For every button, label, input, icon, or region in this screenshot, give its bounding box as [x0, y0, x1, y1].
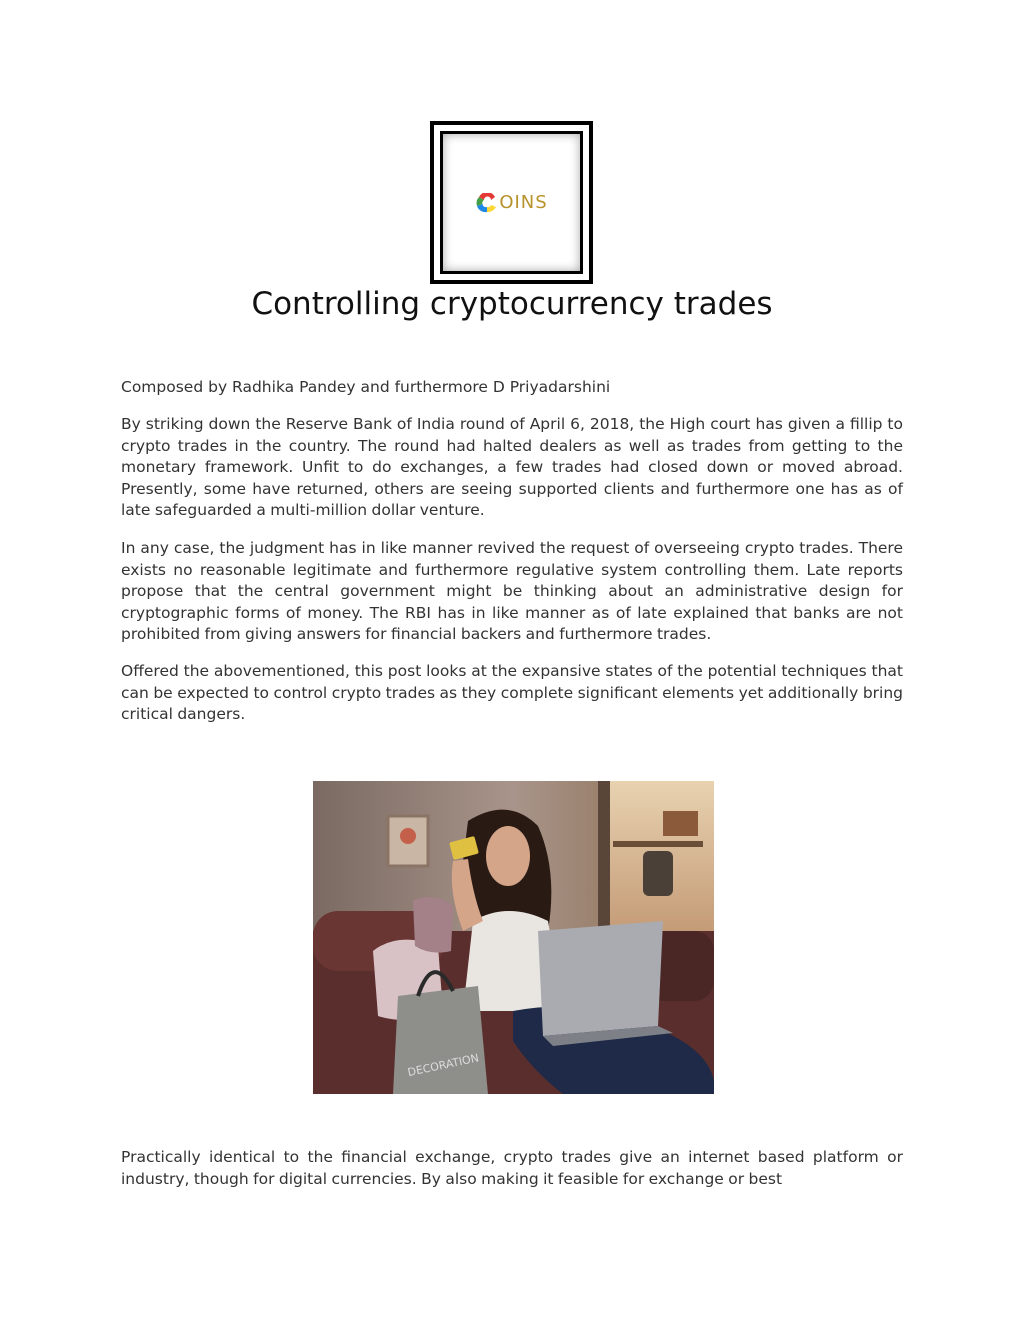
- paragraph-3: Offered the abovementioned, this post looks at the expansive states of the potential techniques that can be expected to control crypto trades as they complete significant elements yet additionally bring critical dangers.: [121, 662, 903, 723]
- byline: Composed by Radhika Pandey and furthermore D Priyadarshini: [121, 378, 611, 396]
- coin-c-icon: [475, 193, 497, 213]
- logo-inner: [440, 131, 583, 274]
- bag-print: DECORATION: [406, 1051, 481, 1080]
- paragraph-1: By striking down the Reserve Bank of India round of April 6, 2018, the High court has given a fillip to crypto trades in the country. The round had halted dealers as well as trades from getting to the monetary framework. Unfit to do exchanges, a few trades had closed down or moved abroad. Presently, some have returned, others are seeing supported clients and furthermore one has as of late safeguarded a multi-million dollar venture.: [121, 415, 903, 519]
- logo-frame: [430, 121, 593, 284]
- paragraph-4: Practically identical to the financial exchange, crypto trades give an internet based platform or industry, though for digital currencies. By also making it feasible for exchange or best: [121, 1148, 903, 1188]
- logo-text: OINS: [499, 192, 548, 213]
- photo-illustration: [313, 781, 714, 1094]
- photo-woman-with-laptop: [313, 781, 714, 1094]
- paragraph-2: In any case, the judgment has in like manner revived the request of overseeing crypto trades. There exists no reasonable legitimate and furthermore regulative system controlling them. Late reports propose that the central government might be thinking about an administrative design for cryptographic forms of money. The RBI has in like manner as of late explained that banks are not prohibited from giving answers for financial backers and furthermore trades.: [121, 539, 903, 643]
- page-title: Controlling cryptocurrency trades: [251, 286, 773, 322]
- coins-logo: [475, 192, 547, 213]
